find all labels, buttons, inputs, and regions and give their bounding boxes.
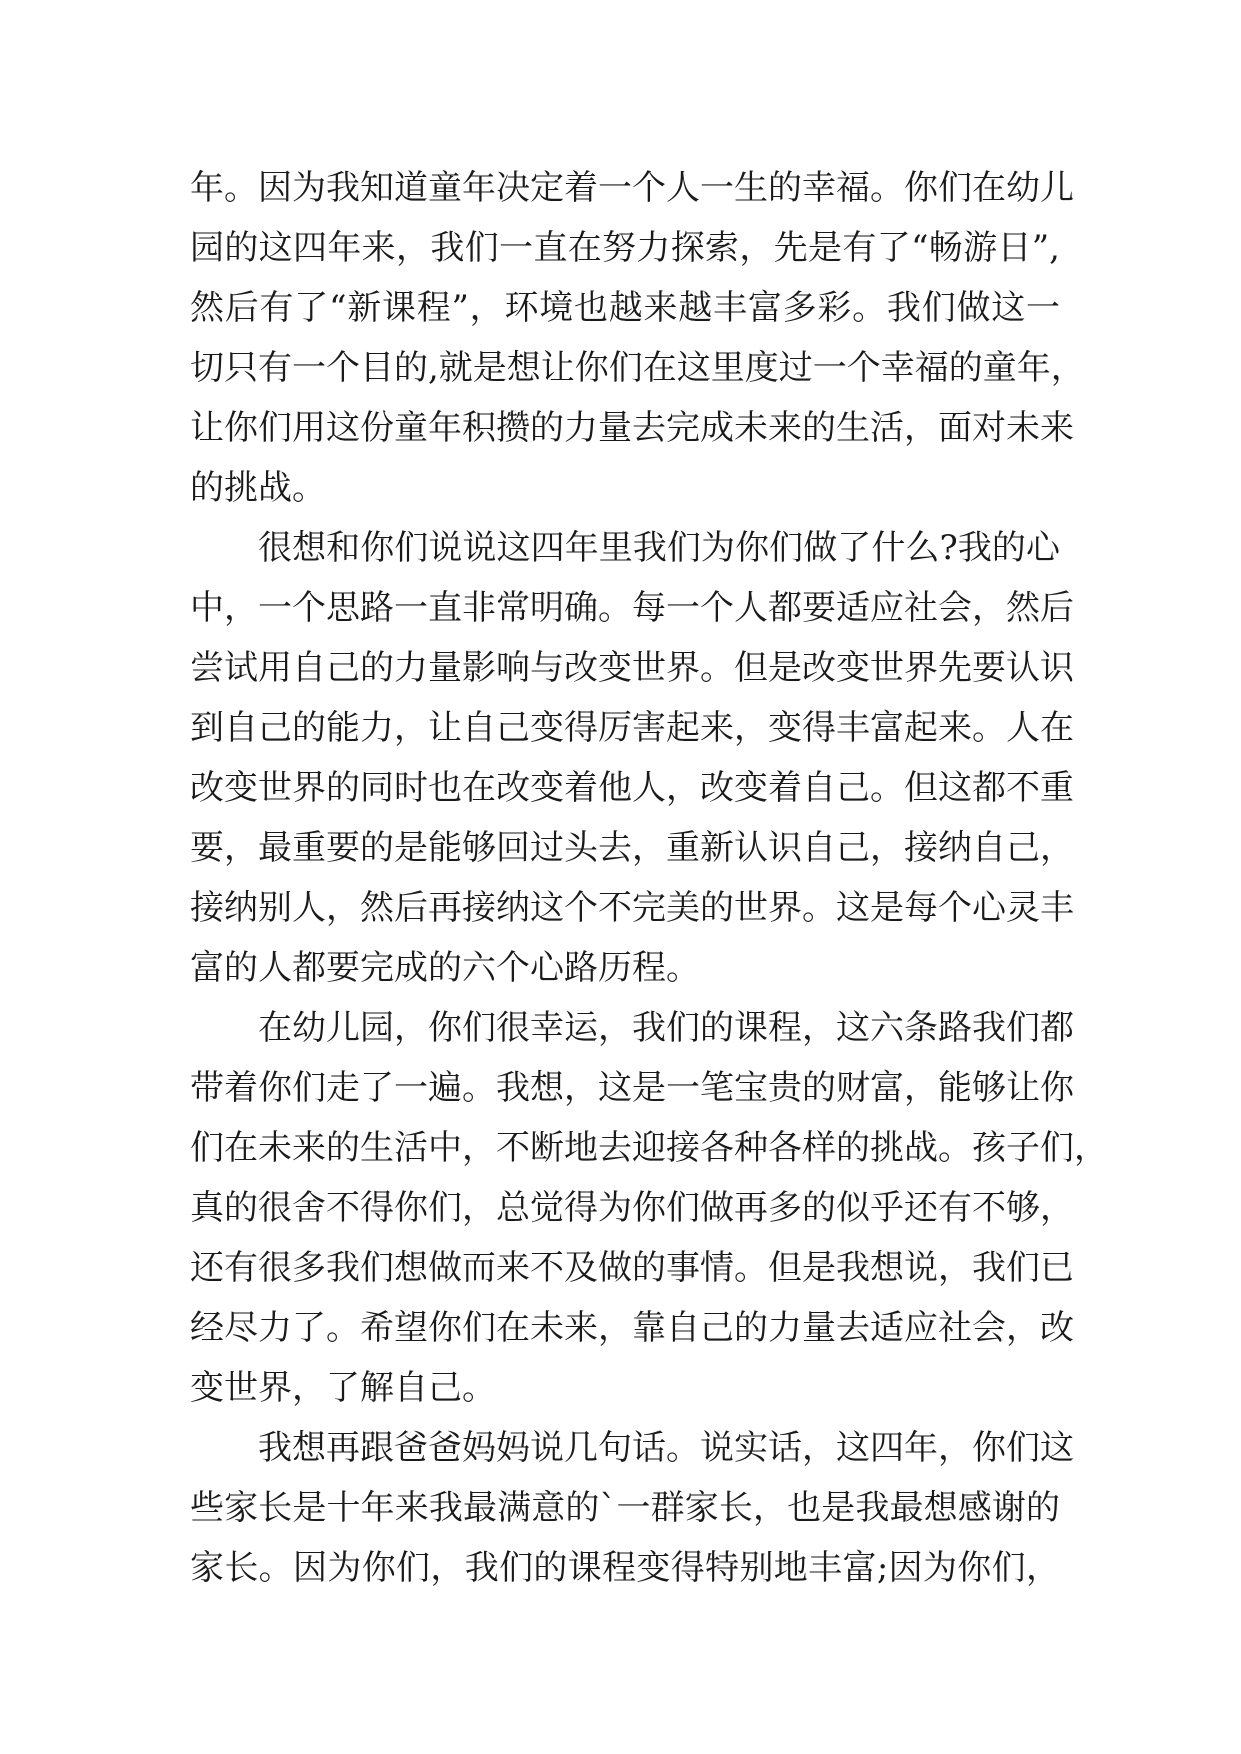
text-line: 们在未来的生活中，不断地去迎接各种各样的挑战。孩子们， xyxy=(190,1128,1108,1168)
text-line: 接纳别人，然后再接纳这个不完美的世界。这是每个心灵丰 xyxy=(190,888,1074,928)
text-line: 要，最重要的是能够回过头去，重新认识自己，接纳自己， xyxy=(190,828,1074,868)
text-line: 些家长是十年来我最满意的`一群家长，也是我最想感谢的 xyxy=(190,1488,1060,1528)
text-line: 尝试用自己的力量影响与改变世界。但是改变世界先要认识 xyxy=(190,648,1074,688)
text-line: 还有很多我们想做而来不及做的事情。但是我想说，我们已 xyxy=(190,1248,1074,1288)
text-line: 在幼儿园，你们很幸运，我们的课程，这六条路我们都 xyxy=(258,1008,1074,1048)
paragraph-1 xyxy=(190,158,1085,518)
text-line: 经尽力了。希望你们在未来，靠自己的力量去适应社会，改 xyxy=(190,1308,1074,1348)
paragraph-3 xyxy=(190,998,1108,1418)
text-line: 年。因为我知道童年决定着一个人一生的幸福。你们在幼儿 xyxy=(190,168,1074,208)
text-line: 家长。因为你们，我们的课程变得特别地丰富;因为你们， xyxy=(190,1548,1060,1588)
text-line: 改变世界的同时也在改变着他人，改变着自己。但这都不重 xyxy=(190,768,1074,808)
text-line: 切只有一个目的,就是想让你们在这里度过一个幸福的童年， xyxy=(190,348,1085,388)
text-line: 很想和你们说说这四年里我们为你们做了什么?我的心 xyxy=(258,528,1060,568)
text-line: 然后有了“新课程”，环境也越来越丰富多彩。我们做这一 xyxy=(190,288,1060,328)
paragraph-4 xyxy=(190,1418,1074,1598)
text-line: 富的人都要完成的六个心路历程。 xyxy=(190,948,700,988)
text-line: 变世界，了解自己。 xyxy=(190,1368,496,1408)
text-line: 的挑战。 xyxy=(190,468,326,508)
text-line: 我想再跟爸爸妈妈说几句话。说实话，这四年，你们这 xyxy=(258,1428,1074,1468)
text-line: 园的这四年来，我们一直在努力探索，先是有了“畅游日”, xyxy=(190,228,1060,268)
text-line: 真的很舍不得你们，总觉得为你们做再多的似乎还有不够， xyxy=(190,1188,1074,1228)
text-line: 中，一个思路一直非常明确。每一个人都要适应社会，然后 xyxy=(190,588,1074,628)
body-text xyxy=(190,158,1108,1598)
text-line: 带着你们走了一遍。我想，这是一笔宝贵的财富，能够让你 xyxy=(190,1068,1074,1108)
paragraph-2 xyxy=(190,518,1074,998)
text-line: 让你们用这份童年积攒的力量去完成未来的生活，面对未来 xyxy=(190,408,1074,448)
text-line: 到自己的能力，让自己变得厉害起来，变得丰富起来。人在 xyxy=(190,708,1074,748)
